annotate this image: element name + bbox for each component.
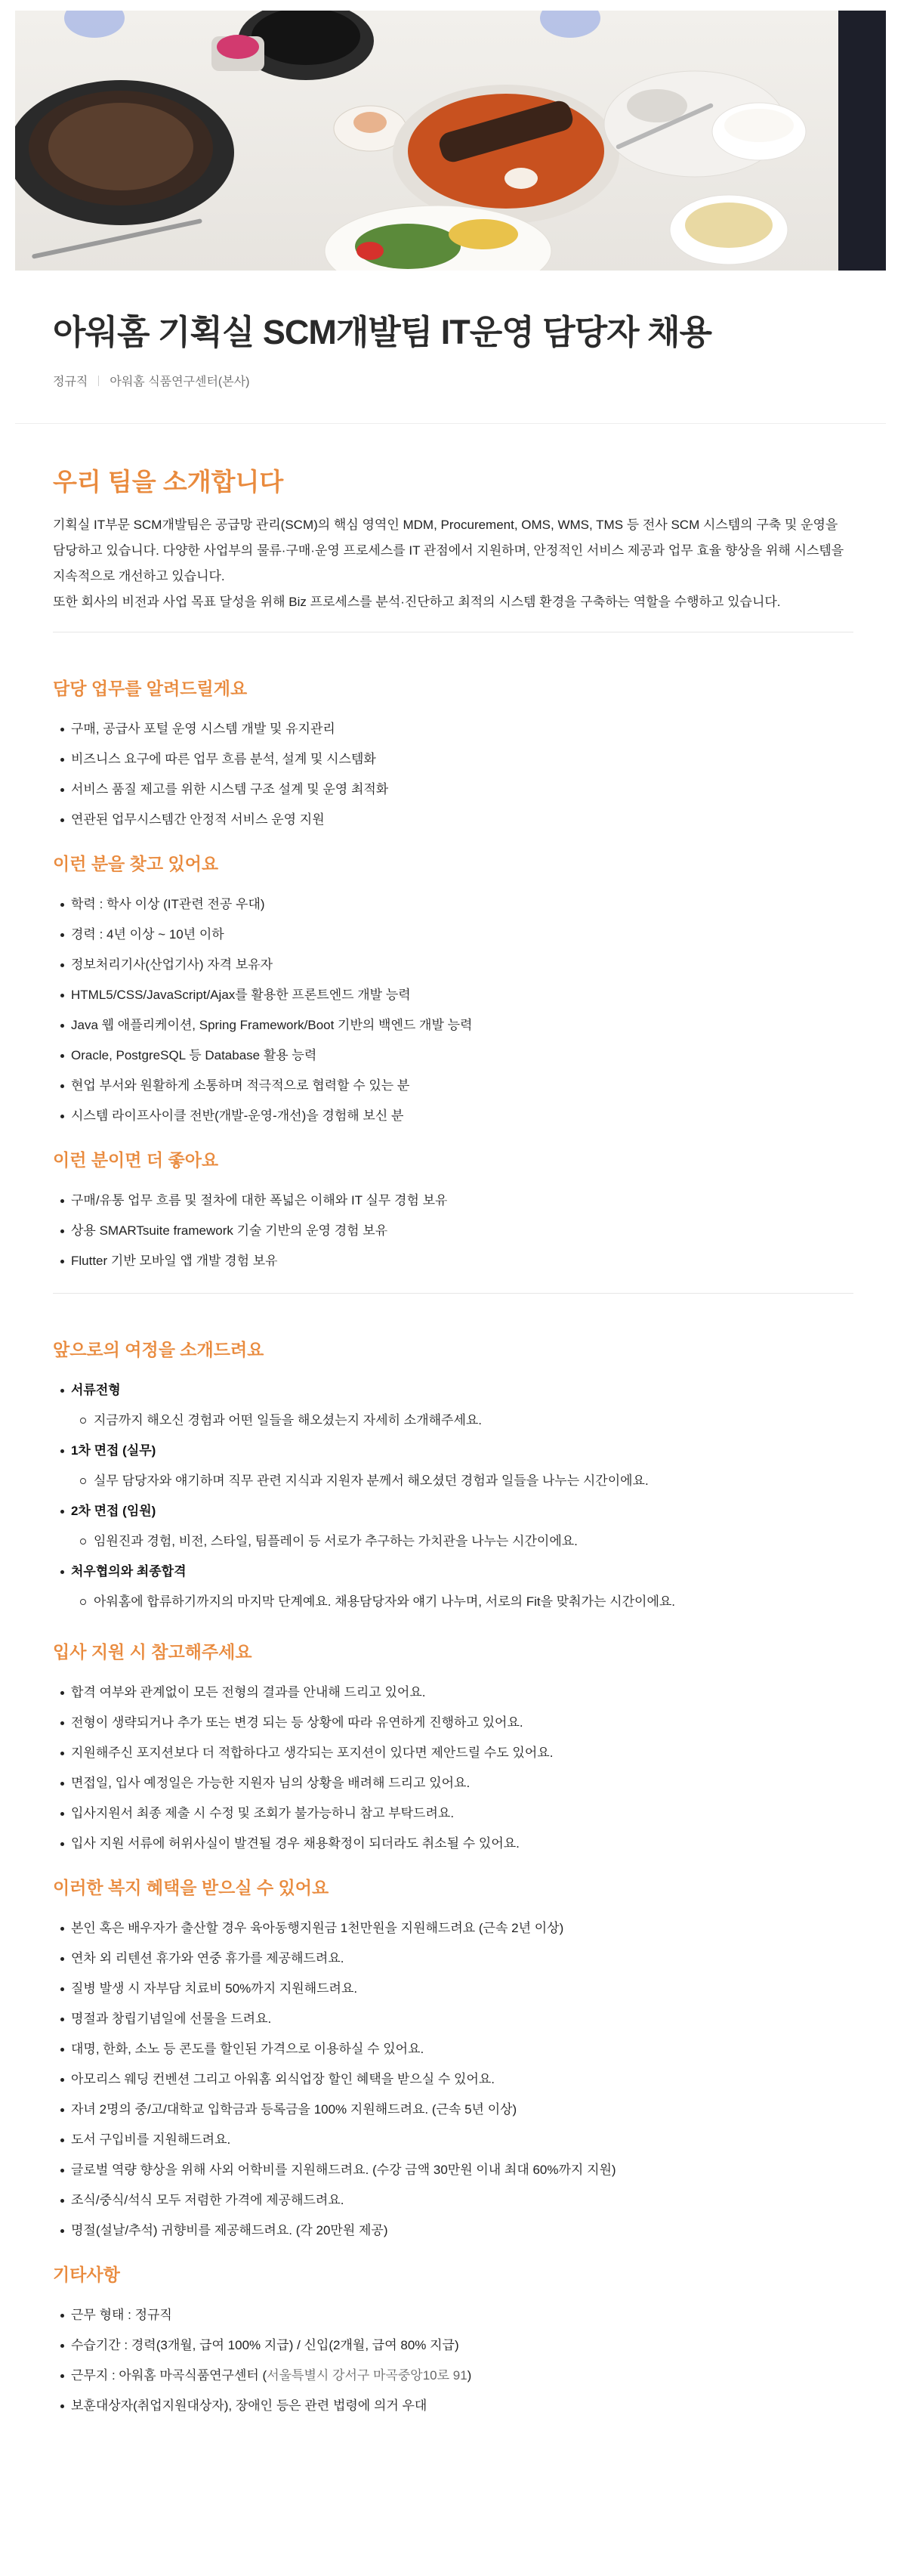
requirements-section [53, 852, 853, 1131]
list-item: 정보처리기사(산업기사) 자격 보유자 [53, 950, 853, 980]
list-item: 구매, 공급사 포털 운영 시스템 개발 및 유지관리 [53, 714, 853, 744]
step-title: 서류전형 [71, 1383, 121, 1397]
requirements-heading: 이런 분을 찾고 있어요 [53, 854, 219, 874]
step-description: 지금까지 해오신 경험과 어떤 일들을 해오셨는지 자세히 소개해주세요. [71, 1406, 853, 1436]
list-item: 명절(설날/추석) 귀향비를 제공해드려요. (각 20만원 제공) [53, 2216, 853, 2246]
section-divider [53, 1293, 853, 1294]
process-heading: 앞으로의 여정을 소개드려요 [53, 1340, 264, 1359]
etc-heading: 기타사항 [53, 2265, 120, 2284]
benefits-section [53, 1876, 853, 2246]
benefits-heading: 이러한 복지 혜택을 받으실 수 있어요 [53, 1878, 329, 1897]
notes-section [53, 1640, 853, 1859]
list-item: 비즈니스 요구에 따른 업무 흐름 분석, 설계 및 시스템화 [53, 744, 853, 775]
team-intro-paragraph-2: 또한 회사의 비전과 사업 목표 달성을 위해 Biz 프로세스를 분석·진단하고 최적의 시스템 환경을 구축하는 역할을 수행하고 있습니다. [53, 595, 781, 609]
list-item: 지원해주신 포지션보다 더 적합하다고 생각되는 포지션이 있다면 제안드릴 수도 있어요. [53, 1738, 853, 1768]
list-item: 수습기간 : 경력(3개월, 급여 100% 지급) / 신입(2개월, 급여 80% 지급) [53, 2330, 853, 2361]
list-item: 명절과 창립기념일에 선물을 드려요. [53, 2004, 853, 2034]
etc-section [53, 2262, 853, 2421]
list-item: 입사 지원 서류에 허위사실이 발견될 경우 채용확정이 되더라도 취소될 수 있어요. [53, 1829, 853, 1859]
list-item: 조식/중식/석식 모두 저렴한 가격에 제공해드려요. [53, 2185, 853, 2216]
list-item: 경력 : 4년 이상 ~ 10년 이하 [53, 920, 853, 950]
process-step [53, 1375, 853, 1436]
step-title: 1차 면접 (실무) [71, 1443, 156, 1458]
job-content [53, 465, 853, 2421]
list-item: 학력 : 학사 이상 (IT관련 전공 우대) [53, 889, 853, 920]
list-item: 본인 혹은 배우자가 출산할 경우 육아동행지원금 1천만원을 지원해드려요 (근속 2년 이상) [53, 1913, 853, 1944]
process-step [53, 1436, 853, 1496]
list-item: 대명, 한화, 소노 등 콘도를 할인된 가격으로 이용하실 수 있어요. [53, 2034, 853, 2064]
list-item: 입사지원서 최종 제출 시 수정 및 조회가 불가능하니 참고 부탁드려요. [53, 1798, 853, 1829]
list-item: Java 웹 애플리케이션, Spring Framework/Boot 기반의 백엔드 개발 능력 [53, 1010, 853, 1041]
list-item: 구매/유통 업무 흐름 및 절차에 대한 폭넓은 이해와 IT 실무 경험 보유 [53, 1186, 853, 1216]
workplace-suffix: ) [467, 2368, 472, 2383]
etc-list [53, 2300, 853, 2421]
job-title: 아워홈 기획실 SCM개발팀 IT운영 담당자 채용 [53, 313, 712, 351]
list-item: Oracle, PostgreSQL 등 Database 활용 능력 [53, 1041, 853, 1071]
team-intro-heading: 우리 팀을 소개합니다 [53, 468, 284, 496]
duties-section [53, 676, 853, 835]
list-item: 질병 발생 시 자부담 치료비 50%까지 지원해드려요. [53, 1974, 853, 2004]
preferred-list [53, 1186, 853, 1276]
benefits-list [53, 1913, 853, 2246]
list-item: 자녀 2명의 중/고/대학교 입학금과 등록금을 100% 지원해드려요. (근속 5년 이상) [53, 2095, 853, 2125]
list-item: 연관된 업무시스템간 안정적 서비스 운영 지원 [53, 805, 853, 835]
list-item: 보훈대상자(취업지원대상자), 장애인 등은 관련 법령에 의거 우대 [53, 2391, 853, 2421]
process-section [53, 1337, 853, 1617]
step-description: 임원진과 경험, 비전, 스타일, 팀플레이 등 서로가 추구하는 가치관을 나누는 시간이에요. [71, 1526, 853, 1557]
meta-separator [98, 376, 99, 386]
notes-list [53, 1678, 853, 1859]
list-item: 연차 외 리텐션 휴가와 연중 휴가를 제공해드려요. [53, 1944, 853, 1974]
hero-image [15, 11, 886, 271]
list-item: 전형이 생략되거나 추가 또는 변경 되는 등 상황에 따라 유연하게 진행하고 있어요. [53, 1708, 853, 1738]
list-item-workplace [53, 2361, 853, 2391]
requirements-list [53, 889, 853, 1131]
list-item: 면접일, 입사 예정일은 가능한 지원자 님의 상황을 배려해 드리고 있어요. [53, 1768, 853, 1798]
workplace-prefix: 근무지 : 아워홈 마곡식품연구센터 ( [71, 2368, 267, 2383]
step-title: 처우협의와 최종합격 [71, 1564, 187, 1579]
job-location: 아워홈 식품연구센터(본사) [110, 376, 250, 388]
list-item: HTML5/CSS/JavaScript/Ajax를 활용한 프론트엔드 개발 능력 [53, 980, 853, 1010]
step-description: 실무 담당자와 얘기하며 직무 관련 지식과 지원자 분께서 해오셨던 경험과 일들을 나누는 시간이에요. [71, 1466, 853, 1496]
duties-heading: 담당 업무를 알려드릴게요 [53, 679, 248, 698]
process-steps [53, 1375, 853, 1617]
list-item: 현업 부서와 원활하게 소통하며 적극적으로 협력할 수 있는 분 [53, 1071, 853, 1101]
duties-list [53, 714, 853, 835]
step-description: 아워홈에 합류하기까지의 마지막 단계예요. 채용담당자와 얘기 나누며, 서로의 Fit을 맞춰가는 시간이에요. [71, 1587, 853, 1617]
process-step [53, 1496, 853, 1557]
list-item: 아모리스 웨딩 컨벤션 그리고 아워홈 외식업장 할인 혜택을 받으실 수 있어요. [53, 2064, 853, 2095]
step-title: 2차 면접 (임원) [71, 1504, 156, 1518]
header-divider [15, 423, 886, 424]
food-table-photo [15, 11, 886, 271]
process-step [53, 1557, 853, 1617]
employment-type: 정규직 [53, 376, 88, 388]
job-header [53, 310, 853, 389]
list-item: 합격 여부와 관계없이 모든 전형의 결과를 안내해 드리고 있어요. [53, 1678, 853, 1708]
team-intro-section [53, 465, 853, 632]
list-item: Flutter 기반 모바일 앱 개발 경험 보유 [53, 1246, 853, 1276]
workplace-address: 서울특별시 강서구 마곡중앙10로 91 [267, 2368, 467, 2383]
team-intro-paragraph-1: 기획실 IT부문 SCM개발팀은 공급망 관리(SCM)의 핵심 영역인 MDM, Procurement, OMS, WMS, TMS 등 전사 SCM 시스템의 구축 및 운영을 담당하고 있습니다. 다양한 사업부의 물류·구매·운영 프로세스를 IT 관점에서 지원하며, 안정적인 서비스 제공과 업무 효율 향상을 위해 시스템을 지속적으로 개선하고 있습니다. [53, 518, 844, 583]
list-item: 상용 SMARTsuite framework 기술 기반의 운영 경험 보유 [53, 1216, 853, 1246]
preferred-section [53, 1148, 853, 1294]
preferred-heading: 이런 분이면 더 좋아요 [53, 1150, 219, 1170]
list-item: 시스템 라이프사이클 전반(개발-운영-개선)을 경험해 보신 분 [53, 1101, 853, 1131]
list-item: 서비스 품질 제고를 위한 시스템 구조 설계 및 운영 최적화 [53, 775, 853, 805]
list-item: 근무 형태 : 정규직 [53, 2300, 853, 2330]
job-meta [53, 372, 853, 389]
list-item: 글로벌 역량 향상을 위해 사외 어학비를 지원해드려요. (수강 금액 30만원 이내 최대 60%까지 지원) [53, 2155, 853, 2185]
list-item: 도서 구입비를 지원해드려요. [53, 2125, 853, 2155]
notes-heading: 입사 지원 시 참고해주세요 [53, 1642, 252, 1662]
